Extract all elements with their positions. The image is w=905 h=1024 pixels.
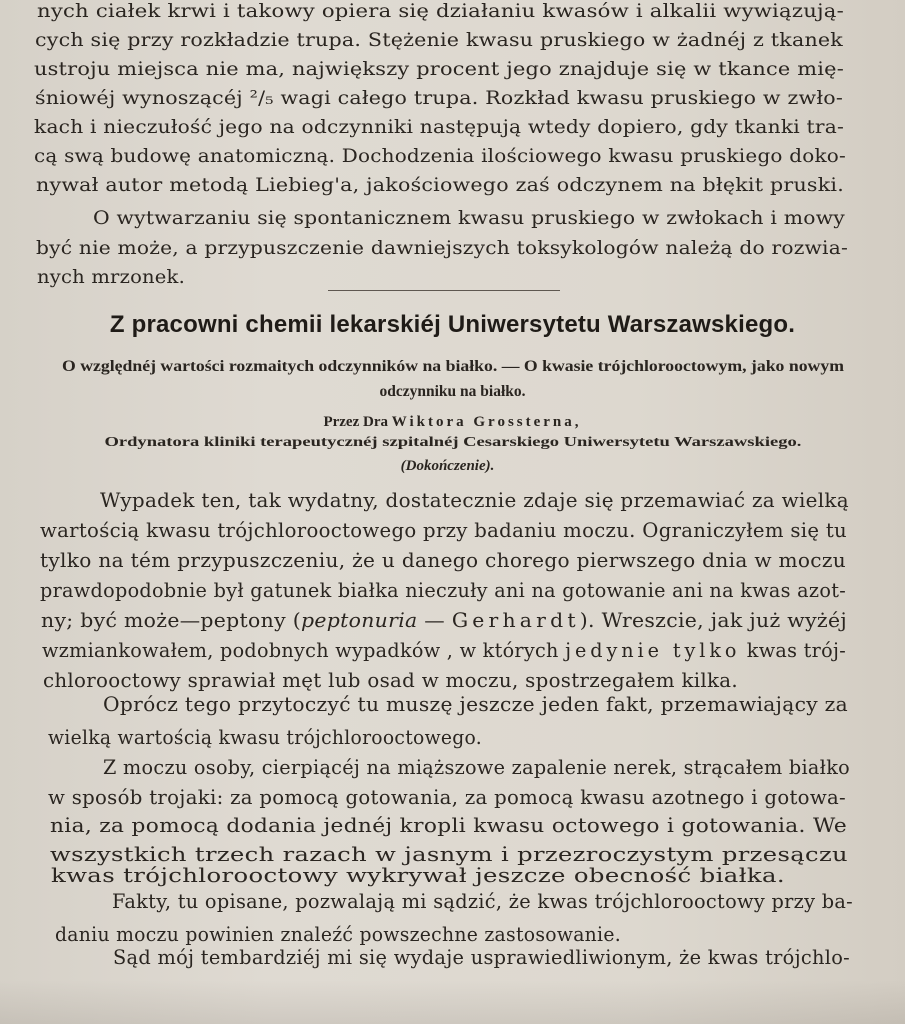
section-divider bbox=[328, 290, 560, 291]
author-prefix: Przez Dra bbox=[323, 414, 388, 430]
text-line: wielką wartością kwasu trójchlorooctowego. bbox=[48, 726, 482, 749]
text-line: nych ciałek krwi i takowy opiera się działaniu kwasów i alkalii wywiązują- bbox=[37, 0, 844, 22]
article-subtitle bbox=[0, 383, 905, 401]
continuation-note bbox=[0, 458, 900, 475]
text-line: daniu moczu powinien znaleźć powszechne zastosowanie. bbox=[55, 923, 621, 946]
text-line bbox=[41, 609, 847, 632]
text-line: prawdopodobnie był gatunek białka nieczuły ani na gotowanie ani na kwas azot- bbox=[40, 579, 846, 602]
author-name: Wiktora Grossterna, bbox=[391, 414, 582, 430]
text-line: być nie może, a przypuszczenie dawniejszych toksykologów należą do rozwia- bbox=[36, 237, 848, 259]
text-run: ny; być może—peptony ( bbox=[41, 609, 301, 632]
text-run: kwas trój- bbox=[740, 639, 846, 662]
text-run-spaced: jedynie tylko bbox=[565, 639, 741, 662]
text-line bbox=[42, 639, 846, 662]
text-line: wszystkich trzech razach w jasnym i przezroczystym przesączu bbox=[50, 843, 848, 866]
text-line: cą swą budowę anatomiczną. Dochodzenia ilościowego kwasu pruskiego doko- bbox=[34, 145, 847, 167]
subtitle-line: O względnéj wartości rozmaitych odczynników na białko. — O kwasie trójchlorooctowym, jako nowym bbox=[61, 358, 844, 375]
text-line: nia, za pomocą dodania jednéj kropli kwasu octowego i gotowania. We bbox=[50, 814, 847, 837]
text-line: kach i nieczułość jego na odczynniki następują wtedy dopiero, gdy tkanki tra- bbox=[34, 116, 844, 138]
text-run: ). Wreszcie, jak już wyżéj bbox=[579, 609, 847, 632]
subtitle-line: odczynniku na białko. bbox=[379, 383, 526, 400]
text-line: wartością kwasu trójchlorooctowego przy badaniu moczu. Ograniczyłem się tu bbox=[40, 519, 847, 542]
text-line: Sąd mój tembardziéj mi się wydaje usprawiedliwionym, że kwas trójchlo- bbox=[113, 946, 850, 969]
article-title: Z pracowni chemii lekarskiéj Uniwersytetu Warszawskiego. bbox=[109, 311, 796, 338]
text-line: cych się przy rozkładzie trupa. Stężenie kwasu pruskiego w żadnéj z tkanek bbox=[35, 29, 843, 51]
text-line: O wytwarzaniu się spontanicznem kwasu pruskiego w zwłokach i mowy bbox=[93, 207, 845, 229]
text-line: w sposób trojaki: za pomocą gotowania, za pomocą kwasu azotnego i gotowa- bbox=[48, 786, 846, 809]
text-line: kwas trójchlorooctowy wykrywał jeszcze obecność białka. bbox=[51, 864, 785, 887]
continuation-text: (Dokończenie). bbox=[400, 458, 495, 474]
text-line: nywał autor metodą Liebieg'a, jakościowego zaś odczynem na błękit pruski. bbox=[36, 174, 844, 196]
text-line: ustroju miejsca nie ma, największy procent jego znajduje się w tkance mię- bbox=[34, 58, 844, 80]
text-run-italic: peptonuria bbox=[300, 609, 418, 632]
text-run: wzmiankowałem, podobnych wypadków , w których bbox=[42, 639, 566, 662]
affiliation-text: Ordynatora kliniki terapeutycznéj szpitalnéj Cesarskiego Uniwersytetu Warszawskiego. bbox=[104, 435, 801, 450]
text-line: chlorooctowy sprawiał męt lub osad w moczu, spostrzegałem kilka. bbox=[43, 669, 738, 692]
page-shadow bbox=[0, 980, 905, 1024]
text-run: — bbox=[417, 609, 452, 632]
text-line: Oprócz tego przytoczyć tu muszę jeszcze jeden fakt, przemawiający za bbox=[103, 693, 849, 716]
text-line: Fakty, tu opisane, pozwalają mi sądzić, że kwas trójchlorooctowy przy ba- bbox=[112, 890, 853, 913]
text-line: śniowéj wynoszącéj ²/₅ wagi całego trupa. Rozkład kwasu pruskiego w zwło- bbox=[35, 87, 843, 109]
text-run-spaced: Gerhardt bbox=[451, 609, 580, 632]
article-subtitle bbox=[0, 358, 905, 376]
author-line bbox=[0, 414, 905, 431]
text-line: Z moczu osoby, cierpiącéj na miąższowe zapalenie nerek, strącałem białko bbox=[103, 756, 850, 779]
text-line: tylko na tém przypuszczeniu, że u danego chorego pierwszego dnia w moczu bbox=[40, 549, 846, 572]
text-line: Wypadek ten, tak wydatny, dostatecznie zdaje się przemawiać za wielką bbox=[100, 489, 849, 512]
text-line: nych mrzonek. bbox=[37, 266, 185, 288]
author-affiliation bbox=[0, 435, 905, 451]
